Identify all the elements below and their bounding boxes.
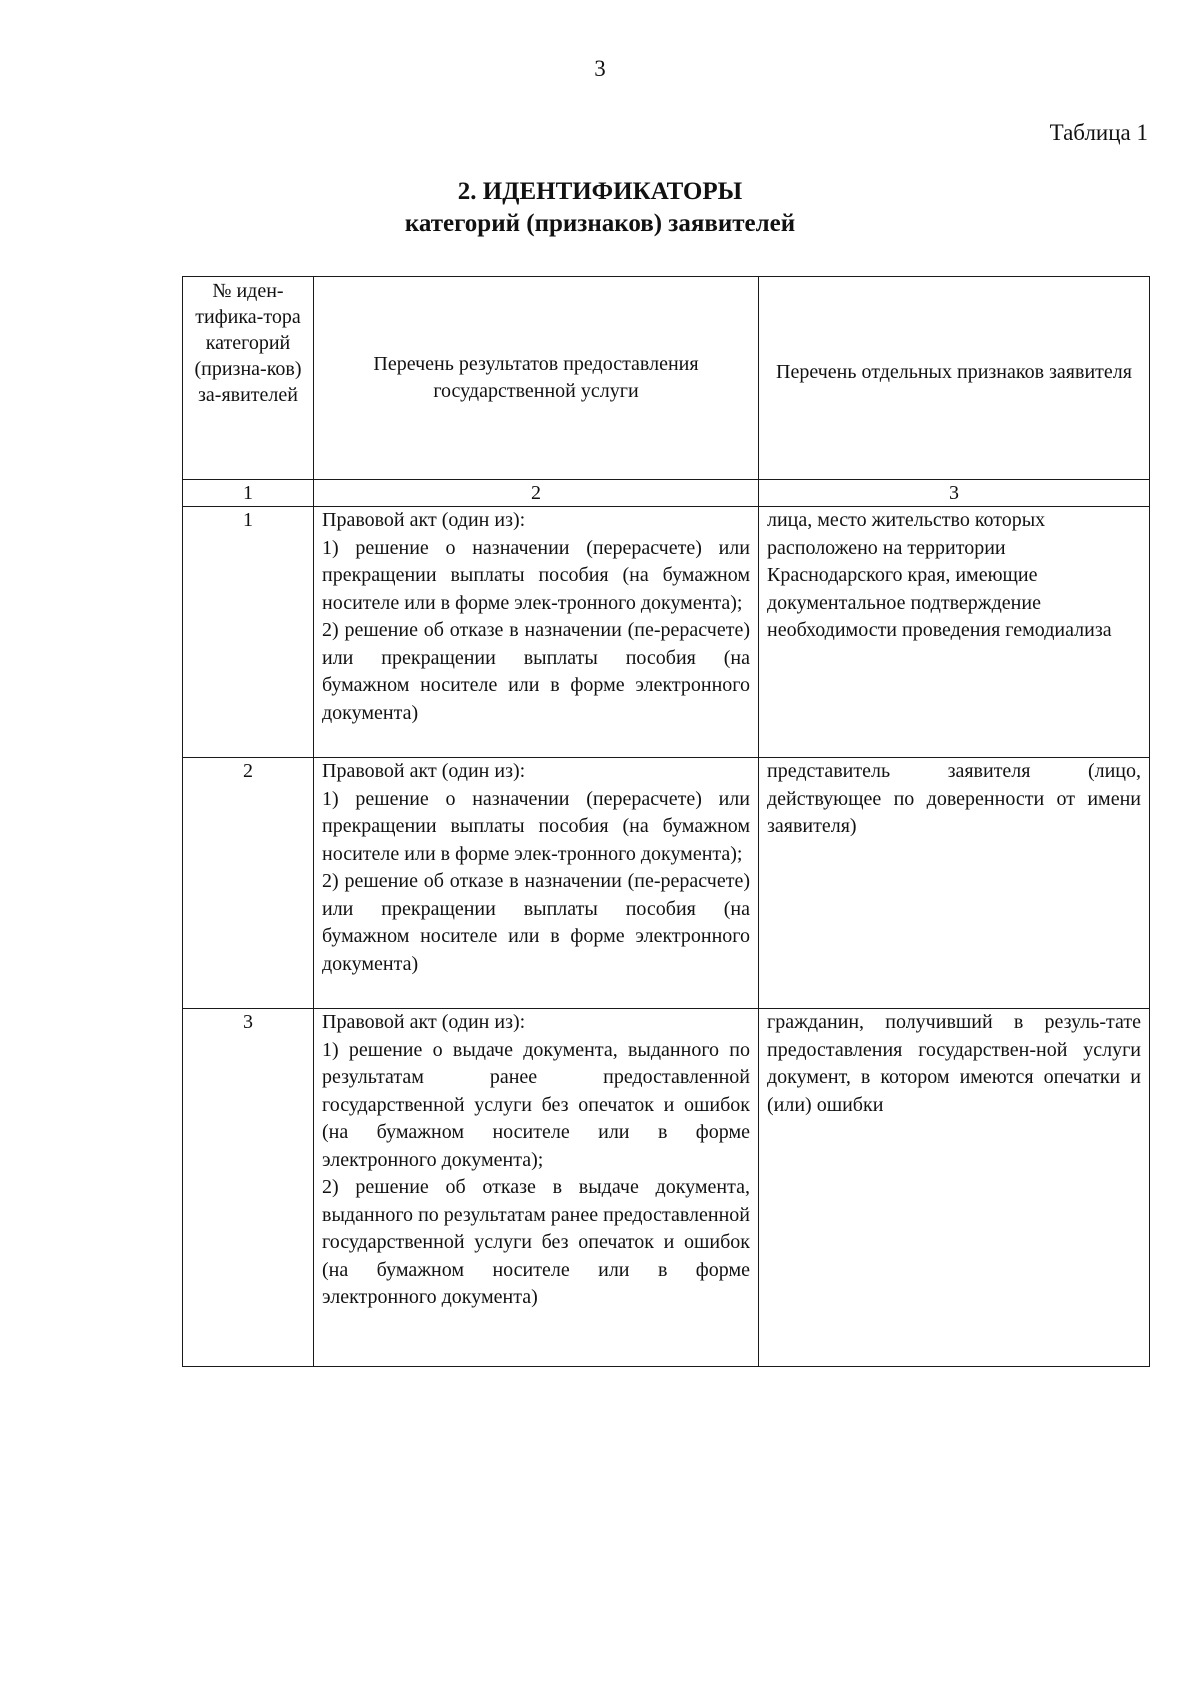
identifiers-table [182, 276, 1150, 1367]
results-intro: Правовой акт (один из): [322, 760, 526, 782]
results-cell [314, 507, 759, 758]
title-line-2: категорий (признаков) заявителей [404, 210, 796, 237]
table-row [183, 758, 1150, 1009]
header-applicant-signs: Перечень отдельных признаков заявителя [759, 277, 1150, 480]
results-cell [314, 1009, 759, 1367]
table-label: Таблица 1 [1049, 120, 1148, 145]
results-intro: Правовой акт (один из): [322, 509, 526, 531]
signs-cell: представитель заявителя (лицо, действующее по доверенности от имени заявителя) [759, 758, 1150, 1009]
results-intro: Правовой акт (один из): [322, 1011, 526, 1033]
page-number: 3 [594, 56, 606, 81]
row-number: 2 [183, 758, 314, 1009]
column-number: 2 [314, 480, 759, 507]
row-number: 3 [183, 1009, 314, 1367]
results-cell [314, 758, 759, 1009]
results-item-1: 1) решение о назначении (перерасчете) или прекращении выплаты пособия (на бумажном носителе или в форме элек-тронного документа); [322, 787, 750, 865]
results-item-2: 2) решение об отказе в назначении (пе-рерасчете) или прекращении выплаты пособия (на бумажном носителе или в форме электронного документа) [322, 870, 750, 975]
header-results-list: Перечень результатов предоставления государственной услуги [314, 277, 759, 480]
signs-cell: гражданин, получивший в резуль-тате предоставления государствен-ной услуги документ, в котором имеются опечатки и (или) ошибки [759, 1009, 1150, 1367]
column-number: 1 [183, 480, 314, 507]
results-item-2: 2) решение об отказе в назначении (пе-рерасчете) или прекращении выплаты пособия (на бумажном носителе или в форме электронного документа) [322, 619, 750, 724]
column-numbers-row [183, 480, 1150, 507]
document-title [0, 176, 1200, 240]
results-item-1: 1) решение о выдаче документа, выданного по результатам ранее предоставленной государственной услуги без опечаток и ошибок (на бумажном носителе или в форме электронного документа); [322, 1038, 750, 1171]
table-row [183, 1009, 1150, 1367]
header-identifier-number: № иден-тифика-тора категорий (призна-ков) за-явителей [183, 277, 314, 480]
results-item-1: 1) решение о назначении (перерасчете) или прекращении выплаты пособия (на бумажном носителе или в форме элек-тронного документа); [322, 536, 750, 614]
title-line-1: 2. ИДЕНТИФИКАТОРЫ [457, 178, 743, 205]
column-number: 3 [759, 480, 1150, 507]
table-row [183, 507, 1150, 758]
signs-cell: лица, место жительство которых расположено на территории Краснодарского края, имеющие документальное подтверждение необходимости проведения гемодиализа [759, 507, 1150, 758]
results-item-2: 2) решение об отказе в выдаче документа, выданного по результатам ранее предоставленной государственной услуги без опечаток и ошибок (на бумажном носителе или в форме электронного документа) [322, 1176, 750, 1308]
table-header-row [183, 277, 1150, 480]
row-number: 1 [183, 507, 314, 758]
